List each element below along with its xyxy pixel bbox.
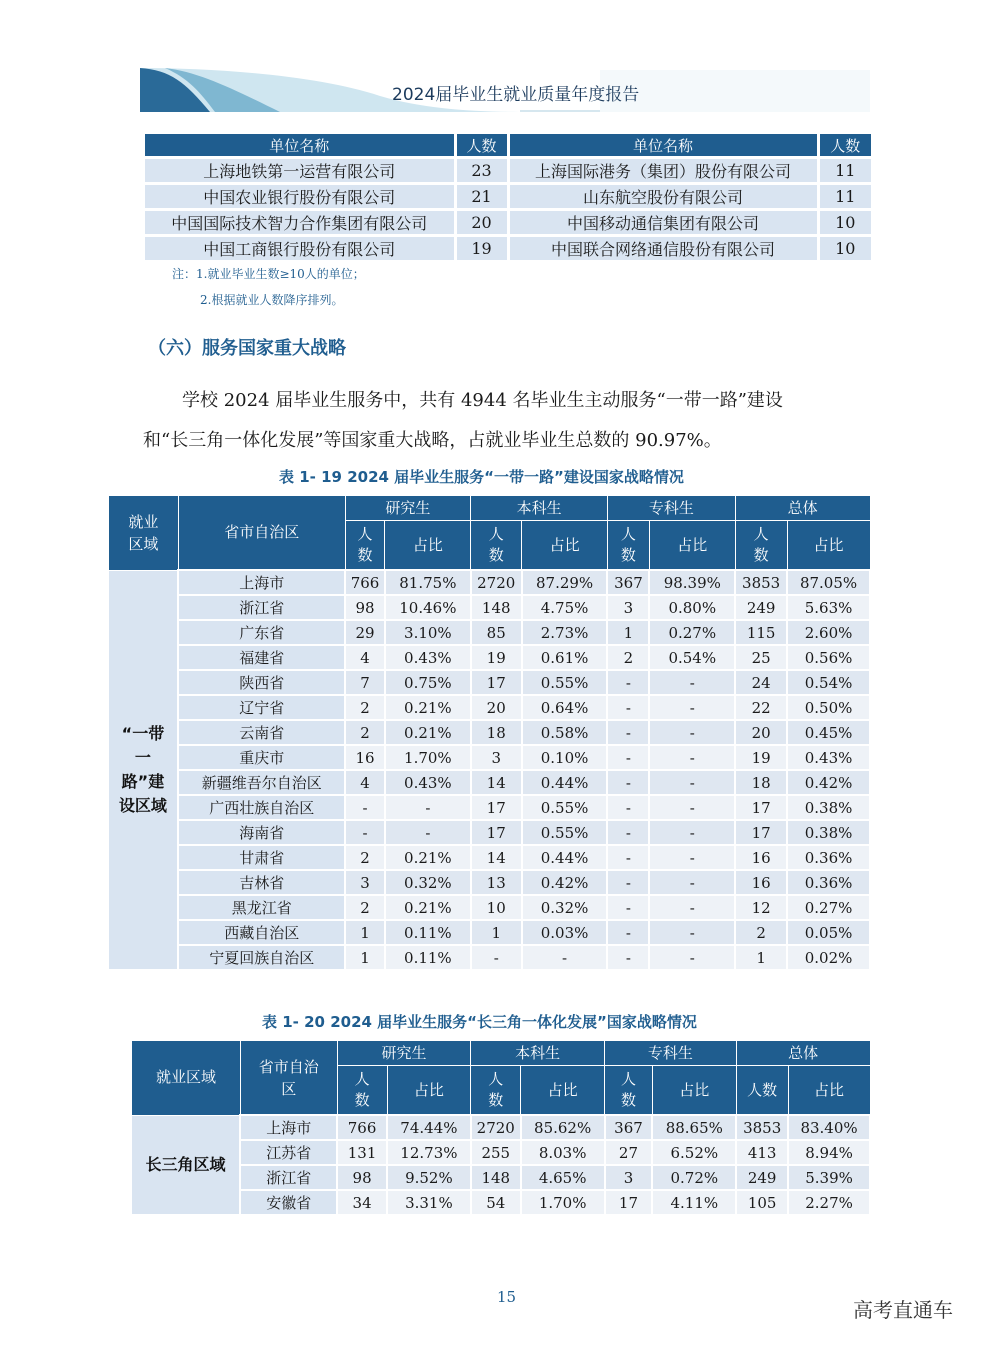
table-note-2: 2.根据就业人数降序排列。 — [200, 293, 344, 307]
cell: 0.05% — [787, 920, 870, 945]
cell: 249 — [735, 595, 787, 620]
header-region — [109, 496, 179, 571]
cell: - — [607, 770, 649, 795]
table-row — [145, 236, 871, 261]
table-note-1: 注：1.就业毕业生数≥10人的单位； — [172, 267, 365, 281]
cell: - — [522, 945, 608, 969]
cell: 27 — [605, 1140, 653, 1165]
header-province — [240, 1041, 337, 1116]
cell: 1 — [471, 920, 522, 945]
cell: 25 — [735, 645, 787, 670]
cell: 5.63% — [787, 595, 870, 620]
cell: 19 — [471, 645, 522, 670]
cell: 34 — [337, 1190, 387, 1214]
cell: 0.38% — [787, 795, 870, 820]
cell: - — [607, 895, 649, 920]
cell: 0.54% — [649, 645, 735, 670]
cell: 2 — [345, 845, 385, 870]
cell: 0.72% — [652, 1165, 736, 1190]
cell: 0.80% — [649, 595, 735, 620]
cell: 上海地铁第一运营有限公司 — [145, 158, 455, 184]
cell: 20 — [471, 695, 522, 720]
cell: 367 — [605, 1115, 653, 1140]
cell: 83.40% — [788, 1115, 870, 1140]
cell: 0.27% — [649, 620, 735, 645]
cell: 16 — [345, 745, 385, 770]
cell: 17 — [471, 795, 522, 820]
table-row — [109, 895, 871, 920]
cell: 81.75% — [385, 570, 471, 595]
cell: 0.58% — [522, 720, 608, 745]
cell: 0.32% — [385, 870, 471, 895]
cell: 131 — [337, 1140, 387, 1165]
cell: - — [607, 695, 649, 720]
cell: 10.46% — [385, 595, 471, 620]
header-province-label: 省市自治区 — [258, 1057, 319, 1098]
cell: 中国移动通信集团有限公司 — [508, 210, 818, 236]
cell: 7 — [345, 670, 385, 695]
cell: - — [385, 795, 471, 820]
section-title: （六）服务国家重大战略 — [148, 338, 346, 359]
cell: 2720 — [471, 570, 522, 595]
province-name: 海南省 — [178, 820, 345, 845]
cell: 2 — [735, 920, 787, 945]
cell: - — [649, 870, 735, 895]
table-row — [109, 645, 871, 670]
cell: 3853 — [736, 1115, 788, 1140]
table-row — [145, 184, 871, 210]
province-name: 福建省 — [178, 645, 345, 670]
cell: 0.54% — [787, 670, 870, 695]
cell: 0.11% — [385, 920, 471, 945]
cell: 4 — [345, 645, 385, 670]
cell: 0.43% — [385, 645, 471, 670]
cell: 17 — [605, 1190, 653, 1214]
header-ratio: 占比 — [387, 1066, 471, 1116]
region-label-text: “一带一路”建设区域 — [118, 723, 167, 815]
cell: 2 — [345, 895, 385, 920]
province-name: 黑龙江省 — [178, 895, 345, 920]
yangtze-delta-table — [131, 1040, 871, 1214]
table-row — [109, 670, 871, 695]
cell: 20 — [735, 720, 787, 745]
cell: 3 — [471, 745, 522, 770]
cell: 18 — [735, 770, 787, 795]
cell: 10 — [818, 236, 871, 261]
cell: 0.36% — [787, 845, 870, 870]
header-count — [605, 1066, 653, 1116]
province-name: 宁夏回族自治区 — [178, 945, 345, 969]
header-region: 就业区域 — [132, 1041, 241, 1116]
cell: - — [607, 920, 649, 945]
region-label-text: 长三角区域 — [145, 1154, 226, 1174]
header-ratio: 占比 — [787, 521, 870, 571]
cell: 3 — [607, 595, 649, 620]
table20-caption: 表 1- 20 2024 届毕业生服务“长三角一体化发展”国家战略情况 — [262, 1013, 697, 1031]
table-row — [132, 1190, 871, 1214]
cell: - — [607, 820, 649, 845]
cell: 21 — [455, 184, 508, 210]
cell: 98 — [337, 1165, 387, 1190]
cell: 16 — [735, 845, 787, 870]
province-name: 西藏自治区 — [178, 920, 345, 945]
cell: 413 — [736, 1140, 788, 1165]
cell: 0.50% — [787, 695, 870, 720]
cell: - — [649, 920, 735, 945]
cell: 24 — [735, 670, 787, 695]
cell: 0.42% — [787, 770, 870, 795]
table-row — [132, 1115, 871, 1140]
header-count-label: 人数 — [620, 525, 636, 564]
cell: - — [607, 745, 649, 770]
cell: 4 — [345, 770, 385, 795]
cell: 4.11% — [652, 1190, 736, 1214]
cell: - — [607, 720, 649, 745]
table-row — [109, 795, 871, 820]
cell: - — [649, 795, 735, 820]
table-row — [109, 770, 871, 795]
header-graduate: 研究生 — [345, 496, 471, 521]
header-ratio: 占比 — [385, 521, 471, 571]
cell: 87.29% — [522, 570, 608, 595]
province-name: 云南省 — [178, 720, 345, 745]
cell: - — [345, 795, 385, 820]
page-number: 15 — [497, 1288, 517, 1306]
cell: 0.21% — [385, 845, 471, 870]
header-overall: 总体 — [735, 496, 870, 521]
cell: 12.73% — [387, 1140, 471, 1165]
table-row — [109, 920, 871, 945]
province-name: 上海市 — [178, 570, 345, 595]
header-count-label: 人数 — [354, 1070, 370, 1109]
cell: - — [649, 770, 735, 795]
paragraph-line-2: 和“长三角一体化发展”等国家重大战略，占就业毕业生总数的 90.97%。 — [143, 430, 722, 451]
cell: 23 — [455, 158, 508, 184]
cell: 0.55% — [522, 670, 608, 695]
cell: 98 — [345, 595, 385, 620]
header-unit-name: 单位名称 — [145, 134, 455, 158]
cell: 12 — [735, 895, 787, 920]
table-row — [109, 695, 871, 720]
employer-table — [145, 134, 871, 260]
cell: 148 — [471, 595, 522, 620]
cell: 0.11% — [385, 945, 471, 969]
cell: 14 — [471, 845, 522, 870]
header-junior-college: 专科生 — [607, 496, 735, 521]
cell: 2 — [607, 645, 649, 670]
header-region-label: 就业区域 — [128, 512, 159, 553]
cell: - — [345, 820, 385, 845]
cell: 0.21% — [385, 695, 471, 720]
cell: 16 — [735, 870, 787, 895]
cell: 17 — [471, 670, 522, 695]
header-count — [337, 1066, 387, 1116]
cell: - — [649, 845, 735, 870]
cell: 13 — [471, 870, 522, 895]
cell: - — [649, 720, 735, 745]
cell: 2.27% — [788, 1190, 870, 1214]
cell: 8.03% — [521, 1140, 605, 1165]
cell: - — [607, 945, 649, 969]
header-ratio: 占比 — [652, 1066, 736, 1116]
cell: 1 — [607, 620, 649, 645]
cell: 3.10% — [385, 620, 471, 645]
table-row — [109, 820, 871, 845]
cell: 0.45% — [787, 720, 870, 745]
cell: 1 — [345, 920, 385, 945]
header-count: 人数 — [736, 1066, 788, 1116]
cell: 98.39% — [649, 570, 735, 595]
header-count — [471, 1066, 521, 1116]
cell: 0.32% — [522, 895, 608, 920]
cell: 2.73% — [522, 620, 608, 645]
cell: 0.27% — [787, 895, 870, 920]
cell: 4.75% — [522, 595, 608, 620]
cell: 3 — [345, 870, 385, 895]
header-count: 人数 — [818, 134, 871, 158]
cell: 8.94% — [788, 1140, 870, 1165]
header-graduate: 研究生 — [337, 1041, 471, 1066]
header-count: 人数 — [455, 134, 508, 158]
header-junior-college: 专科生 — [605, 1041, 737, 1066]
header-ratio: 占比 — [522, 521, 608, 571]
cell: 中国国际技术智力合作集团有限公司 — [145, 210, 455, 236]
cell: 74.44% — [387, 1115, 471, 1140]
cell: 17 — [471, 820, 522, 845]
cell: 22 — [735, 695, 787, 720]
cell: 88.65% — [652, 1115, 736, 1140]
cell: 0.61% — [522, 645, 608, 670]
cell: - — [607, 795, 649, 820]
cell: 11 — [818, 158, 871, 184]
header-count — [471, 521, 522, 571]
cell: 10 — [818, 210, 871, 236]
table-row — [109, 945, 871, 969]
cell: 367 — [607, 570, 649, 595]
table-row — [109, 845, 871, 870]
cell: 766 — [337, 1115, 387, 1140]
cell: 0.36% — [787, 870, 870, 895]
table-row — [109, 570, 871, 595]
table-row — [132, 1165, 871, 1190]
cell: - — [607, 845, 649, 870]
cell: 17 — [735, 795, 787, 820]
cell: - — [385, 820, 471, 845]
employer-table-header — [145, 134, 871, 158]
table-row — [132, 1140, 871, 1165]
province-name: 浙江省 — [240, 1165, 337, 1190]
cell: 0.75% — [385, 670, 471, 695]
cell: 85.62% — [521, 1115, 605, 1140]
header-ratio: 占比 — [788, 1066, 870, 1116]
table-row — [109, 720, 871, 745]
cell: 105 — [736, 1190, 788, 1214]
cell: 3.31% — [387, 1190, 471, 1214]
cell: 0.03% — [522, 920, 608, 945]
cell: 11 — [818, 184, 871, 210]
report-header-title: 2024届毕业生就业质量年度报告 — [392, 85, 640, 105]
cell: 115 — [735, 620, 787, 645]
cell: 17 — [735, 820, 787, 845]
cell: 18 — [471, 720, 522, 745]
cell: 766 — [345, 570, 385, 595]
province-name: 江苏省 — [240, 1140, 337, 1165]
cell: 20 — [455, 210, 508, 236]
header-count-label: 人数 — [357, 525, 373, 564]
cell: 87.05% — [787, 570, 870, 595]
cell: 249 — [736, 1165, 788, 1190]
header-count-label: 人数 — [488, 525, 504, 564]
cell: 85 — [471, 620, 522, 645]
header-count-label: 人数 — [488, 1070, 504, 1109]
watermark-text: 高考直通车 — [853, 1298, 953, 1322]
cell: 29 — [345, 620, 385, 645]
cell: 19 — [455, 236, 508, 261]
cell: 0.44% — [522, 845, 608, 870]
cell: 0.42% — [522, 870, 608, 895]
header-undergraduate: 本科生 — [471, 1041, 605, 1066]
table-row — [109, 745, 871, 770]
cell: 148 — [471, 1165, 521, 1190]
cell: 1 — [345, 945, 385, 969]
header-count-label: 人数 — [620, 1070, 636, 1109]
table19-caption: 表 1- 19 2024 届毕业生服务“一带一路”建设国家战略情况 — [279, 468, 684, 486]
cell: 2 — [345, 695, 385, 720]
cell: 0.55% — [522, 820, 608, 845]
cell: 中国联合网络通信股份有限公司 — [508, 236, 818, 261]
header-overall: 总体 — [736, 1041, 870, 1066]
header-count — [345, 521, 385, 571]
header-unit-name: 单位名称 — [508, 134, 818, 158]
province-name: 广东省 — [178, 620, 345, 645]
cell: - — [649, 695, 735, 720]
cell: 中国工商银行股份有限公司 — [145, 236, 455, 261]
table-row — [109, 870, 871, 895]
cell: 1.70% — [521, 1190, 605, 1214]
cell: - — [607, 870, 649, 895]
cell: 0.55% — [522, 795, 608, 820]
province-name: 辽宁省 — [178, 695, 345, 720]
cell: 上海国际港务（集团）股份有限公司 — [508, 158, 818, 184]
cell: 10 — [471, 895, 522, 920]
cell: 3 — [605, 1165, 653, 1190]
cell: 1 — [735, 945, 787, 969]
header-decoration — [0, 0, 992, 130]
cell: 0.02% — [787, 945, 870, 969]
cell: 0.64% — [522, 695, 608, 720]
belt-road-table — [108, 495, 871, 969]
region-label — [109, 570, 179, 969]
cell: - — [649, 895, 735, 920]
header-count — [735, 521, 787, 571]
cell: 9.52% — [387, 1165, 471, 1190]
cell: 0.56% — [787, 645, 870, 670]
province-name: 广西壮族自治区 — [178, 795, 345, 820]
cell: 2 — [345, 720, 385, 745]
cell: - — [471, 945, 522, 969]
cell: - — [649, 945, 735, 969]
cell: 2.60% — [787, 620, 870, 645]
province-name: 浙江省 — [178, 595, 345, 620]
cell: 0.10% — [522, 745, 608, 770]
header-count — [607, 521, 649, 571]
cell: 5.39% — [788, 1165, 870, 1190]
header-undergraduate: 本科生 — [471, 496, 608, 521]
cell: 4.65% — [521, 1165, 605, 1190]
cell: 0.38% — [787, 820, 870, 845]
province-name: 上海市 — [240, 1115, 337, 1140]
cell: 山东航空股份有限公司 — [508, 184, 818, 210]
province-name: 安徽省 — [240, 1190, 337, 1214]
header-province: 省市自治区 — [178, 496, 345, 571]
cell: 2720 — [471, 1115, 521, 1140]
header-ratio: 占比 — [521, 1066, 605, 1116]
cell: 14 — [471, 770, 522, 795]
cell: - — [607, 670, 649, 695]
province-name: 吉林省 — [178, 870, 345, 895]
table-row — [109, 620, 871, 645]
table-row — [145, 210, 871, 236]
province-name: 陕西省 — [178, 670, 345, 695]
cell: 6.52% — [652, 1140, 736, 1165]
cell: 19 — [735, 745, 787, 770]
table-row — [109, 595, 871, 620]
cell: - — [649, 820, 735, 845]
province-name: 甘肃省 — [178, 845, 345, 870]
region-label — [132, 1115, 241, 1214]
cell: 0.43% — [787, 745, 870, 770]
province-name: 重庆市 — [178, 745, 345, 770]
cell: 1.70% — [385, 745, 471, 770]
cell: - — [649, 670, 735, 695]
header-count-label: 人数 — [753, 525, 769, 564]
cell: 255 — [471, 1140, 521, 1165]
province-name: 新疆维吾尔自治区 — [178, 770, 345, 795]
cell: 0.44% — [522, 770, 608, 795]
header-ratio: 占比 — [649, 521, 735, 571]
table-row — [145, 158, 871, 184]
cell: 0.43% — [385, 770, 471, 795]
cell: 0.21% — [385, 720, 471, 745]
cell: 54 — [471, 1190, 521, 1214]
cell: - — [649, 745, 735, 770]
cell: 3853 — [735, 570, 787, 595]
cell: 中国农业银行股份有限公司 — [145, 184, 455, 210]
cell: 0.21% — [385, 895, 471, 920]
paragraph-line-1: 学校 2024 届毕业生服务中，共有 4944 名毕业生主动服务“一带一路”建设 — [182, 390, 783, 411]
